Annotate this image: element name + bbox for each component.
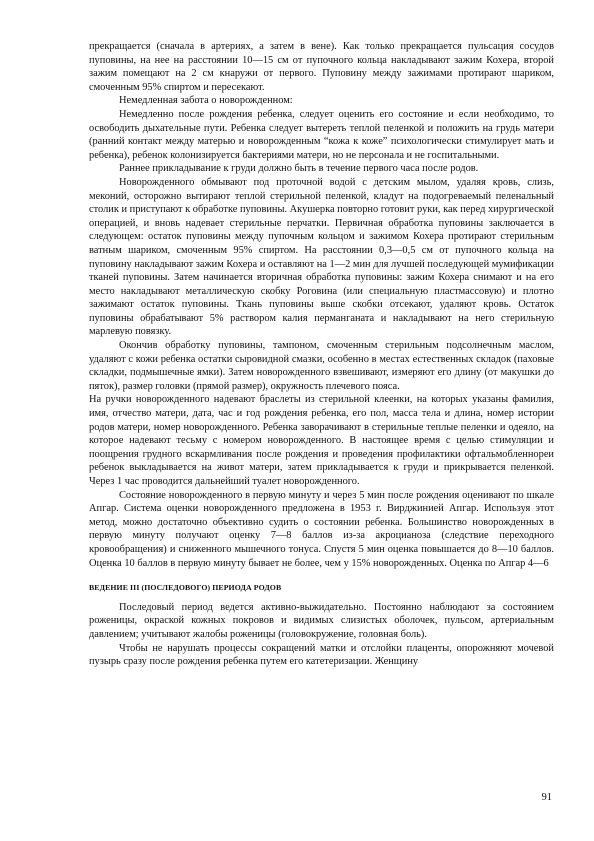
- page-body: [89, 40, 554, 669]
- paragraph: На ручки новорожденного надевают браслеты из стерильной клеенки, на которых указаны фамилия, имя, отчество матери, дата, час и год рождения ребенка, его пол, масса тела и длина, номер истории родов матери, номер новорожденного. Ребенка заворачивают в стерильные теплые пеленки и одеяло, на которое надевают тесьму с номером новорожденного. В настоящее время с целью стимуляции и поощрения грудного вскармливания после рождения и проведения профилактики офтальмобленнореи ребенок выкладывается на живот матери, затем прикладывается к груди и прикрывается пеленкой. Через 1 час проводится дальнейший туалет новорожденного.: [89, 394, 554, 487]
- paragraph: Немедленная забота о новорожденном:: [119, 95, 293, 107]
- section-heading: ВЕДЕНИЕ III (ПОСЛЕДОВОГО) ПЕРИОДА РОДОВ: [89, 583, 282, 593]
- paragraph: Состояние новорожденного в первую минуту и через 5 мин после рождения оценивают по шкале Апгар. Система оценки новорожденного предложена в 1953 г. Вирджинией Апгар. Используя этот метод, можно достаточно объективно судить о состоянии ребенка. Большинство новорожденных в первую минуту получают оценку 7—8 баллов из-за акроцианоза (следствие переходного кровообращения) и сниженного мышечного тонуса. Спустя 5 мин оценка повышается до 8—10 баллов. Оценка 10 баллов в первую минуту бывает не более, чем у 15% новорожденных. Оценка по Апгар 4—6: [89, 489, 554, 569]
- paragraph: Новорожденного обмывают под проточной водой с детским мылом, удаляя кровь, слизь, меконий, осторожно вытирают теплой стерильной пеленкой, кладут на подогреваемый пеленальный столик и приступают к обработке пуповины. Акушерка повторно готовит руки, как перед хирургической операцией, и вновь надевает стерильные перчатки. Первичная обработка пуповины заключается в следующем: остаток пуповины между пупочным кольцом и зажимом Кохера протирают стерильным ватным шариком, смоченным 95% спиртом. На расстоянии 0,3—0,5 см от пупочного кольца на пуповину накладывают зажим Кохера и оставляют на 1—2 мин для лучшей последующей мумификации тканей пуповины. Затем начинается вторичная обработка пуповины: зажим Кохера снимают и на его место накладывают металлическую скобку Роговина (или специальную пластмассовую) и плотно зажимают остаток пуповины. Ткань пуповины выше скобки отсекают, удаляют кровь. Остаток пуповины обрабатывают 5% раствором калия перманганата и накладывают на него стерильную марлевую повязку.: [89, 176, 554, 338]
- paragraph: Чтобы не нарушать процессы сокращений матки и отслойки плаценты, опорожняют мочевой пузырь сразу после рождения ребенка путем его катетеризации. Женщину: [89, 642, 554, 668]
- page-number: 91: [541, 792, 552, 803]
- paragraph: Окончив обработку пуповины, тампоном, смоченным стерильным подсолнечным маслом, удаляют с кожи ребенка остатки сыровидной смазки, особенно в местах естественных складок (паховые складки, подмышечные ямки). Затем новорожденного взвешивают, измеряют его длину (от макушки до пяток), размер головки (прямой размер), окружность плечевого пояса.: [89, 340, 554, 392]
- paragraph: Последовый период ведется активно-выжидательно. Постоянно наблюдают за состоянием роженицы, окраской кожных покровов и видимых слизистых оболочек, пульсом, артериальным давлением; учитывают жалобы роженицы (головокружение, головная боль).: [89, 601, 554, 640]
- paragraph: Немедленно после рождения ребенка, следует оценить его состояние и если необходимо, то освободить дыхательные пути. Ребенка следует вытереть теплой пеленкой и положить на грудь матери (ранний контакт между матерью и новорожденным “кожа к коже” психологически стимулирует мать и ребенка), ребенок колонизируется бактериями матери, но не персонала и не госпитальными.: [89, 108, 554, 161]
- paragraph: прекращается (сначала в артериях, а затем в вене). Как только прекращается пульсация сосудов пуповины, на нее на расстоянии 10—15 см от пупочного кольца накладывают зажим Кохера, второй зажим помещают на 2 см кнаружи от первого. Пуповину между зажимами протирают шариком, смоченным 95% спиртом и пересекают.: [89, 41, 554, 93]
- paragraph: Раннее прикладывание к груди должно быть в течение первого часа после родов.: [119, 163, 479, 175]
